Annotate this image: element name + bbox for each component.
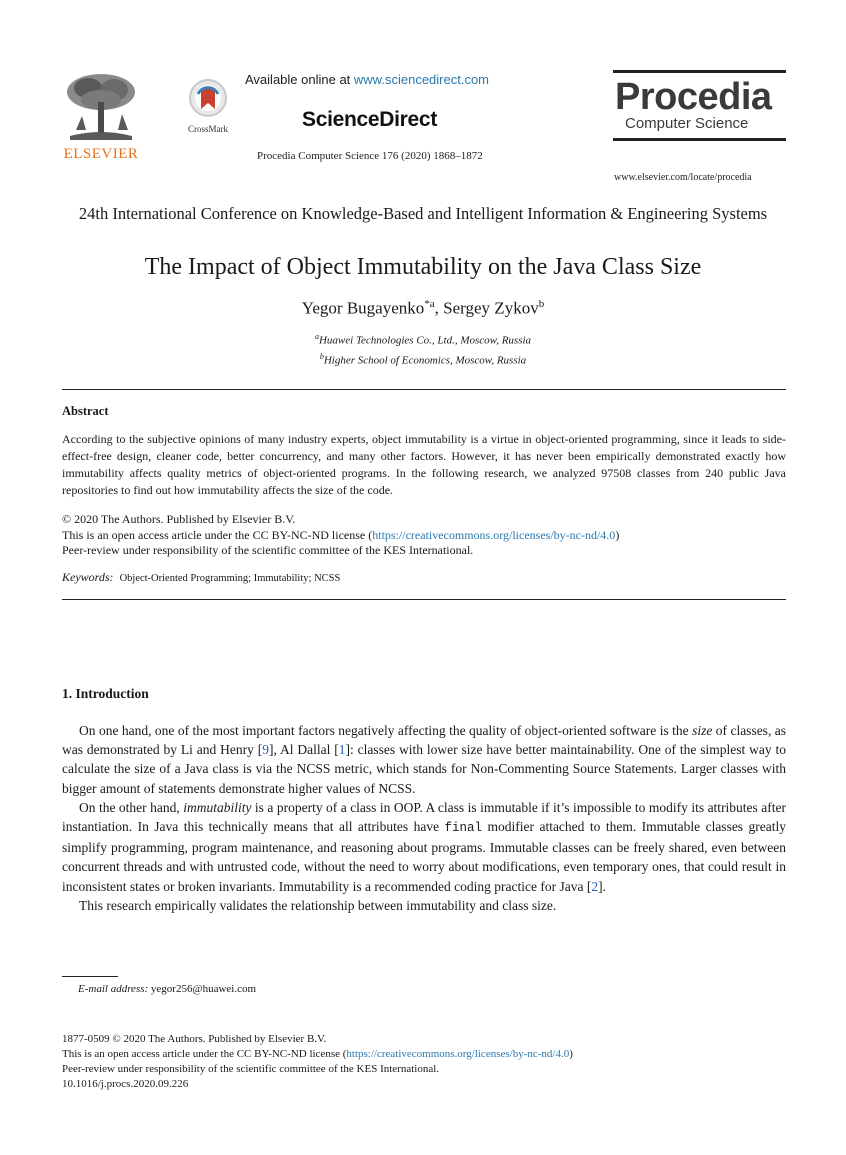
text-run: On one hand, one of the most important factors negatively affecting the quality of object-oriented software is the [79,723,693,738]
footer-license-suffix: ) [569,1048,573,1060]
journal-url[interactable]: www.elsevier.com/locate/procedia [614,172,752,183]
crossmark-icon [188,78,228,118]
footer-license-prefix: This is an open access article under the CC BY-NC-ND license ( [62,1048,347,1060]
license-line [62,528,786,544]
introduction-body [62,721,786,915]
copyright-block [62,512,786,559]
affiliations [60,329,786,368]
abstract-heading: Abstract [62,404,109,418]
intro-paragraph: This research empirically validates the relationship between immutability and class size. [79,897,557,913]
footer-license-line [62,1047,786,1062]
author-mark: b [538,298,545,310]
email-footnote [78,983,256,995]
text-run: On the other hand, [79,799,184,815]
elsevier-tree-icon [58,70,144,146]
email-label: E-mail address: [78,983,149,995]
footer-peer-review: Peer-review under responsibility of the scientific committee of the KES International. [62,1063,440,1075]
conference-name: 24th International Conference on Knowledge-Based and Intelligent Information & Engineering Systems [78,204,768,223]
sciencedirect-logo: ScienceDirect [302,108,438,131]
footnote-rule [62,976,118,977]
emphasis: size [692,723,713,738]
publisher-wordmark: ELSEVIER [63,146,139,162]
crossmark-label: CrossMark [188,124,228,134]
license-link[interactable]: https://creativecommons.org/licenses/by-nc-nd/4.0 [372,527,616,542]
procedia-subtitle: Computer Science [625,115,749,132]
abstract-text: According to the subjective opinions of many industry experts, object immutability is a virtue in object-oriented programming, since it leads to side-effect-free design, cleaner code, better concurrency, and many other factors. However, it has never been empirically demonstrated exactly how immutability affects quality metrics of object-oriented programs. In the following research, we analyzed 97508 classes from 240 public Java repositories to find out how immutability affects the size of the code. [62,432,786,497]
intro-paragraph [62,721,786,798]
affiliation-mark: b [319,351,324,361]
affiliation-text: Higher School of Economics, Moscow, Russia [323,354,527,367]
license-prefix: This is an open access article under the CC BY-NC-ND license ( [62,527,373,542]
emphasis: immutability [183,799,252,815]
code-keyword: final [444,821,483,836]
affiliation-line [60,329,786,349]
issn-line: 1877-0509 © 2020 The Authors. Published by Elsevier B.V. [62,1033,327,1045]
intro-paragraph [62,798,786,896]
text-run: is a property of a class in OOP. A class is immutable if it’s impossible to modify its attributes after instantiation. In Java this technically means that all attributes have [62,799,786,835]
author-name: Sergey Zykov [443,298,539,318]
affiliation-mark: a [314,332,319,341]
text-run: ], Al Dallal [ [268,742,339,758]
procedia-top-bar [613,70,786,73]
email-address[interactable]: yegor256@huawei.com [148,983,257,995]
license-suffix: ) [615,527,620,542]
available-prefix: Available online at [245,72,354,87]
sciencedirect-link[interactable]: www.sciencedirect.com [353,72,490,87]
text-run: modifier attached to them. Immutable classes greatly simplify programming, program maintenance, and reasoning about programs. Immutable classes can be freely shared, even between concurrent threads and with untrusted code, without the need to worry about modifications, even temporary ones, that could result in inconsistent states or broken invariants. Immutability is a recommended coding practice for Java [ [62,819,786,894]
author-separator: , [434,298,444,318]
section-heading-introduction: 1. Introduction [62,686,149,701]
procedia-wordmark: Procedia [615,76,772,118]
copyright-line: © 2020 The Authors. Published by Elsevier B.V. [62,512,296,526]
keywords-label: Keywords: [62,570,114,584]
paper-title: The Impact of Object Immutability on the Java Class Size [144,254,702,280]
footer-license-link[interactable]: https://creativecommons.org/licenses/by-nc-nd/4.0 [346,1048,570,1060]
keywords-line [62,570,340,585]
divider-bottom [62,599,786,600]
crossmark-badge[interactable] [182,78,234,134]
text-run: of classes, as was demonstrated by Li and Henry [ [62,723,786,758]
keywords-value: Object-Oriented Programming; Immutability; NCSS [119,573,341,584]
procedia-bottom-bar [613,138,786,141]
citation-link[interactable]: 1 [338,742,346,758]
citation-link[interactable]: 9 [262,742,269,758]
procedia-logo [613,70,786,141]
journal-reference: Procedia Computer Science 176 (2020) 1868–1872 [257,150,483,162]
page-footer [62,1032,786,1092]
author-name: Yegor Bugayenko [301,298,425,318]
citation-link[interactable]: 2 [591,878,599,894]
text-run: ]: classes with lower size have better maintainability. One of the simplest way to calculate the size of a Java class is via the NCSS metric, which stands for Non-Commenting Source Statements. Larger classes with bigger amount of statements demonstrate higher values of NCSS. [62,742,787,796]
peer-review-line: Peer-review under responsibility of the scientific committee of the KES International. [62,543,474,557]
affiliation-text: Huawei Technologies Co., Ltd., Moscow, Russia [318,334,532,347]
affiliation-line [60,349,786,369]
divider-top [62,389,786,390]
author-mark: *a [424,298,435,310]
text-run: ]. [598,878,606,894]
elsevier-logo [58,70,144,151]
author-list [60,298,786,319]
doi-line[interactable]: 10.1016/j.procs.2020.09.226 [62,1078,189,1090]
availability-line [245,72,545,87]
